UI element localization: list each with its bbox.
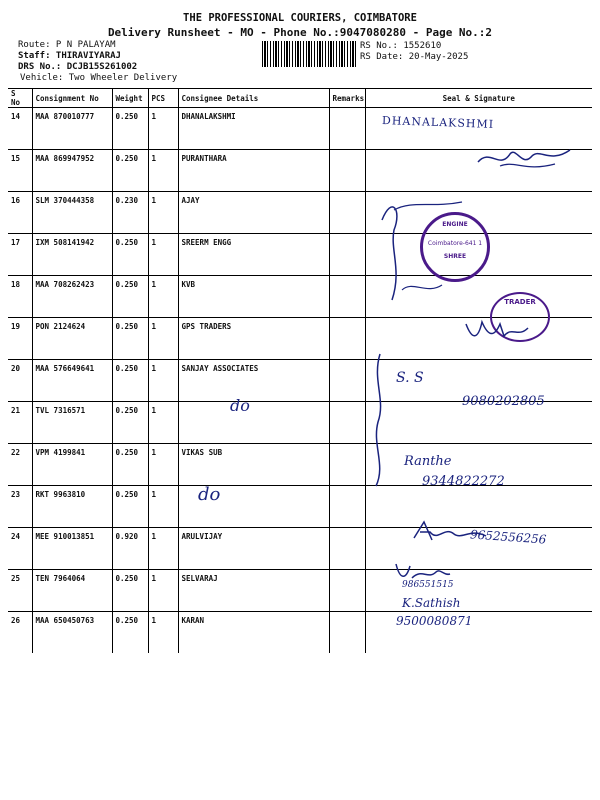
cell-consignment: MEE 910013851 (32, 528, 112, 570)
cell-pcs: 1 (148, 150, 178, 192)
cell-consignment: SLM 370444358 (32, 192, 112, 234)
cell-remarks (329, 150, 365, 192)
cell-consignee: AJAY (178, 192, 329, 234)
cell-sno: 23 (8, 486, 32, 528)
cell-pcs: 1 (148, 192, 178, 234)
cell-remarks (329, 318, 365, 360)
cell-remarks (329, 402, 365, 444)
signature-name-20: S. S (396, 370, 424, 386)
signature-phone-22: 9344822272 (422, 474, 505, 489)
cell-pcs: 1 (148, 570, 178, 612)
cell-sno: 19 (8, 318, 32, 360)
col-remarks: Remarks (329, 89, 365, 108)
cell-consignee: SANJAY ASSOCIATES (178, 360, 329, 402)
cell-consignment: IXM 508141942 (32, 234, 112, 276)
cell-sno: 15 (8, 150, 32, 192)
cell-consignee (178, 402, 329, 444)
table-row (8, 612, 592, 654)
cell-remarks (329, 612, 365, 654)
cell-pcs: 1 (148, 108, 178, 150)
cell-pcs: 1 (148, 444, 178, 486)
cell-consignment: PON 2124624 (32, 318, 112, 360)
barcode (262, 41, 356, 67)
stamp-side-text: SHREE (443, 253, 467, 260)
cell-sno: 14 (8, 108, 32, 150)
cell-sno: 17 (8, 234, 32, 276)
cell-remarks (329, 486, 365, 528)
cell-weight: 0.250 (112, 108, 148, 150)
cell-remarks (329, 444, 365, 486)
cell-consignment: MAA 650450763 (32, 612, 112, 654)
cell-weight: 0.250 (112, 486, 148, 528)
cell-sno: 18 (8, 276, 32, 318)
cell-weight: 0.250 (112, 360, 148, 402)
cell-sno: 26 (8, 612, 32, 654)
cell-remarks (329, 528, 365, 570)
stamp-center-text: Coimbatore-641 1 (427, 240, 483, 247)
route-info: Route: P N PALAYAM (18, 40, 116, 50)
cell-consignee: PURANTHARA (178, 150, 329, 192)
signature-phone-25: 986551515 (402, 580, 454, 590)
cell-weight: 0.250 (112, 444, 148, 486)
table-row (8, 570, 592, 612)
stamp-top-text: ENGINE (442, 221, 468, 228)
cell-consignee: SREERM ENGG (178, 234, 329, 276)
signature-scribble-15 (470, 140, 580, 180)
cell-weight: 0.250 (112, 570, 148, 612)
cell-remarks (329, 108, 365, 150)
cell-pcs: 1 (148, 234, 178, 276)
cell-pcs: 1 (148, 486, 178, 528)
cell-consignment: MAA 870010777 (32, 108, 112, 150)
cell-consignment: MAA 576649641 (32, 360, 112, 402)
cell-consignment: MAA 869947952 (32, 150, 112, 192)
cell-sno: 22 (8, 444, 32, 486)
cell-sno: 24 (8, 528, 32, 570)
cell-consignee: GPS TRADERS (178, 318, 329, 360)
signature-name-22: Ranthe (404, 454, 452, 469)
cell-pcs: 1 (148, 360, 178, 402)
cell-remarks (329, 570, 365, 612)
cell-consignee: SELVARAJ (178, 570, 329, 612)
cell-remarks (329, 234, 365, 276)
col-consignee: Consignee Details (178, 89, 329, 108)
cell-weight: 0.250 (112, 612, 148, 654)
cell-weight: 0.250 (112, 150, 148, 192)
runsheet-subtitle: Delivery Runsheet - MO - Phone No.:9047080280 - Page No.:2 (107, 26, 493, 39)
drs-number: DRS No.: DCJB15S261002 (18, 62, 138, 72)
cell-remarks (329, 276, 365, 318)
cell-pcs: 1 (148, 612, 178, 654)
table-row (8, 486, 592, 528)
cell-remarks (329, 360, 365, 402)
cell-consignee: KVB (178, 276, 329, 318)
rs-date: RS Date: 20-May-2025 (360, 52, 469, 62)
signature-scribble-25 (392, 560, 452, 582)
cell-weight: 0.250 (112, 402, 148, 444)
col-consignment: Consignment No (32, 89, 112, 108)
cell-consignee: VIKAS SUB (178, 444, 329, 486)
cell-consignee: ARULVIJAY (178, 528, 329, 570)
signature-phone-26: 9500080871 (396, 614, 473, 628)
cell-sno: 20 (8, 360, 32, 402)
cell-pcs: 1 (148, 276, 178, 318)
cell-weight: 0.920 (112, 528, 148, 570)
cell-consignment: RKT 9963810 (32, 486, 112, 528)
cell-consignment: TEN 7964064 (32, 570, 112, 612)
table-row (8, 234, 592, 276)
col-weight: Weight (112, 89, 148, 108)
cell-consignment: TVL 7316571 (32, 402, 112, 444)
company-stamp (420, 212, 490, 282)
cell-sno: 25 (8, 570, 32, 612)
signature-name-26: K.Sathish (402, 596, 461, 610)
ditto-mark-23: do (198, 484, 221, 505)
cell-sno: 16 (8, 192, 32, 234)
table-header (8, 89, 592, 108)
cell-weight: 0.250 (112, 276, 148, 318)
cell-weight: 0.250 (112, 318, 148, 360)
staff-info: Staff: THIRAVIYARAJ (18, 51, 121, 61)
cell-weight: 0.250 (112, 234, 148, 276)
col-signature: Seal & Signature (365, 89, 592, 108)
cell-consignment: MAA 708262423 (32, 276, 112, 318)
signature-scribble-19 (462, 316, 532, 342)
cell-weight: 0.230 (112, 192, 148, 234)
signature-dhanalakshmi: DHANALAKSHMI (381, 114, 495, 131)
signature-phone-20: 9080202805 (462, 394, 545, 409)
vehicle-info: Vehicle: Two Wheeler Delivery (20, 73, 178, 83)
cell-consignee: DHANALAKSHMI (178, 108, 329, 150)
cell-consignment: VPM 4199841 (32, 444, 112, 486)
ditto-mark-21: do (230, 396, 250, 415)
col-pcs: PCS (148, 89, 178, 108)
signature-phone-24: 9652556256 (469, 527, 547, 547)
cell-pcs: 1 (148, 402, 178, 444)
cell-remarks (329, 192, 365, 234)
trader-stamp-text: TRADER (504, 298, 536, 306)
cell-consignee: KARAN (178, 612, 329, 654)
cell-pcs: 1 (148, 318, 178, 360)
cell-sno: 21 (8, 402, 32, 444)
company-title: THE PROFESSIONAL COURIERS, COIMBATORE (183, 12, 417, 24)
rs-number: RS No.: 1552610 (360, 41, 442, 51)
cell-pcs: 1 (148, 528, 178, 570)
table-row (8, 192, 592, 234)
bracket-mark-20-23 (368, 350, 398, 490)
col-sno: S No (8, 89, 32, 108)
